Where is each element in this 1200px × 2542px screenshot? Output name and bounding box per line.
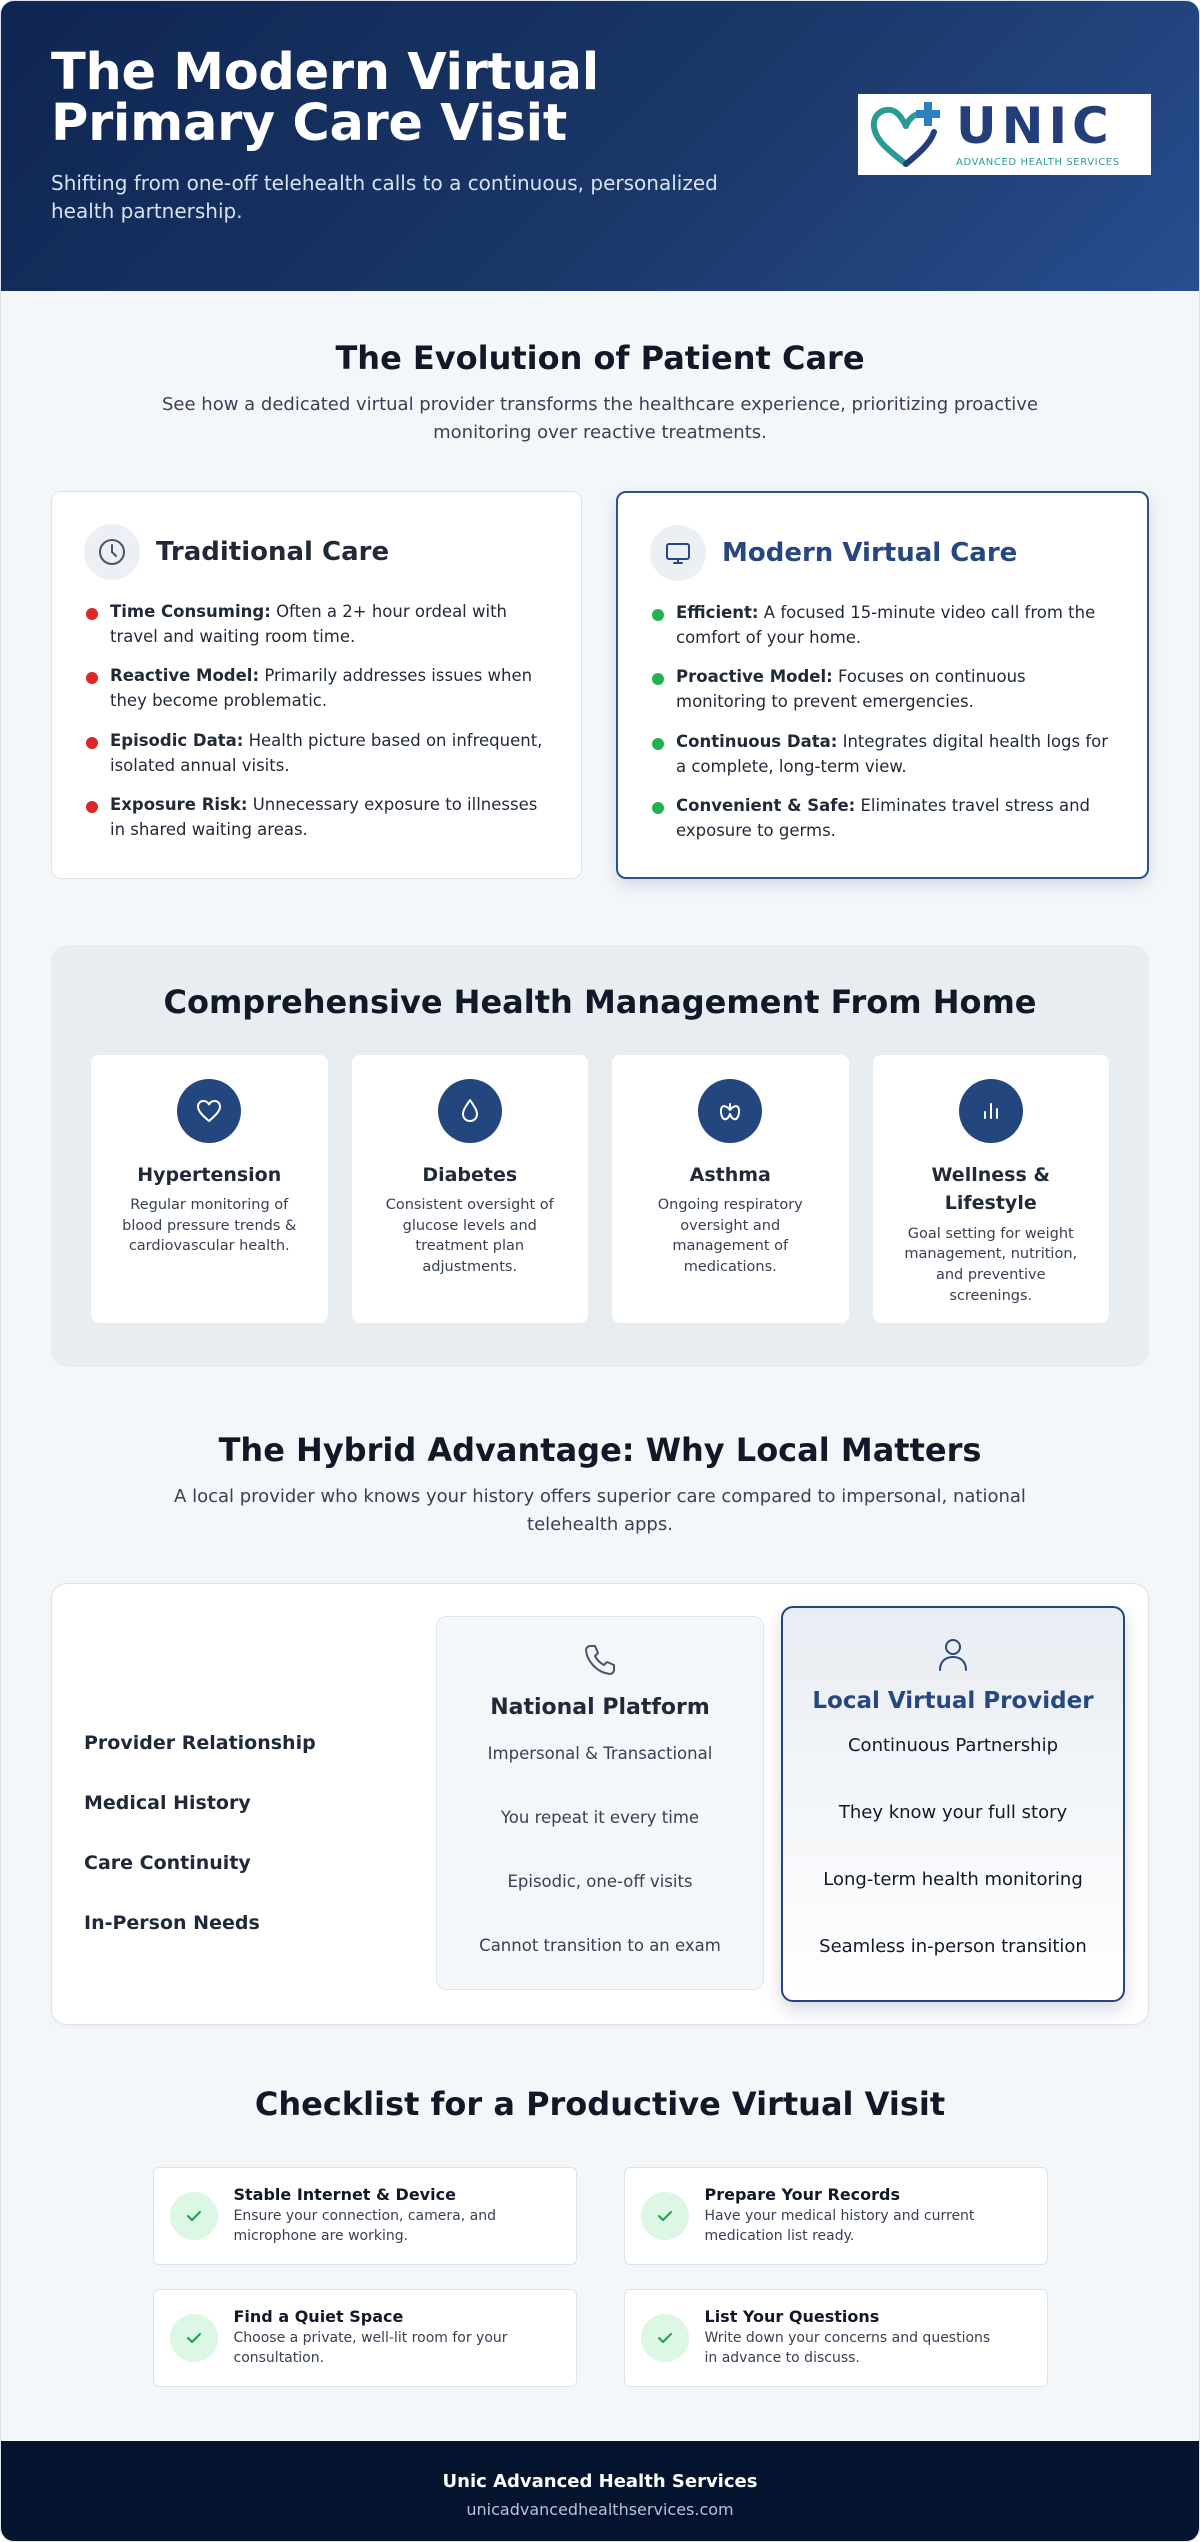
national-platform-title: National Platform (490, 1694, 710, 1720)
traditional-care-card (51, 491, 582, 879)
condition-title: Asthma (689, 1163, 771, 1186)
checklist-item-description: Write down your concerns and questions in advance to discuss. (704, 2329, 991, 2367)
checkmark-icon (170, 2192, 218, 2240)
footer-company-name: Unic Advanced Health Services (442, 2471, 758, 2492)
health-management-section (51, 945, 1149, 1367)
national-cell: You repeat it every time (500, 1807, 700, 1827)
condition-title: Hypertension (137, 1163, 282, 1186)
evolution-title: The Evolution of Patient Care (335, 339, 865, 377)
checklist-title: Checklist for a Productive Virtual Visit (254, 2084, 946, 2123)
heart-icon (177, 1079, 241, 1143)
droplet-icon (438, 1079, 502, 1143)
condition-card-diabetes (352, 1055, 589, 1323)
monitor-icon (650, 525, 706, 581)
local-provider-title: Local Virtual Provider (812, 1687, 1094, 1714)
checklist-item-description: Choose a private, well-lit room for your consultation. (233, 2329, 508, 2367)
checklist-item-title: Stable Internet & Device (233, 2184, 456, 2204)
traditional-item: Exposure Risk: Unnecessary exposure to illnesses in shared waiting areas. (84, 793, 549, 843)
traditional-care-title: Traditional Care (156, 536, 390, 567)
condition-description: Ongoing respiratory oversight and management of medications. (657, 1197, 803, 1276)
local-cell: Seamless in-person transition (819, 1935, 1087, 1957)
checklist-item (153, 2289, 577, 2387)
checkmark-icon (641, 2192, 689, 2240)
company-logo (858, 94, 1151, 175)
evolution-section (1, 291, 1199, 879)
checklist-item-title: List Your Questions (704, 2306, 880, 2326)
condition-card-asthma (612, 1055, 849, 1323)
condition-card-wellness (873, 1055, 1110, 1323)
bar-chart-icon (959, 1079, 1023, 1143)
page-subtitle: Shifting from one-off telehealth calls to a continuous, personalized health partnership. (51, 171, 718, 223)
national-cell: Impersonal & Transactional (487, 1743, 713, 1763)
checkmark-icon (170, 2314, 218, 2362)
checklist-section (1, 2025, 1199, 2387)
user-icon (933, 1659, 973, 1678)
modern-care-title: Modern Virtual Care (722, 537, 1018, 568)
checklist-item-description: Ensure your connection, camera, and microphone are working. (233, 2207, 496, 2245)
modern-item: Convenient & Safe: Eliminates travel stress and exposure to germs. (650, 794, 1115, 844)
condition-card-hypertension (91, 1055, 328, 1323)
checklist-item (624, 2167, 1048, 2265)
clock-icon (84, 524, 140, 580)
footer-website-link[interactable]: unicadvancedhealthservices.com (466, 2500, 734, 2519)
condition-description: Goal setting for weight management, nutrition, and preventive screenings. (904, 1225, 1078, 1304)
national-cell: Cannot transition to an exam (479, 1935, 721, 1955)
local-cell: Continuous Partnership (847, 1734, 1058, 1756)
row-label: Provider Relationship (84, 1731, 316, 1754)
row-label: In-Person Needs (84, 1911, 260, 1934)
condition-description: Consistent oversight of glucose levels and treatment plan adjustments. (385, 1197, 554, 1276)
phone-icon (580, 1664, 620, 1683)
traditional-item: Time Consuming: Often a 2+ hour ordeal with travel and waiting room time. (84, 600, 549, 650)
traditional-item: Reactive Model: Primarily addresses issues when they become problematic. (84, 664, 549, 714)
condition-description: Regular monitoring of blood pressure trends & cardiovascular health. (122, 1197, 297, 1255)
condition-title: Wellness & Lifestyle (931, 1163, 1050, 1215)
lungs-icon (698, 1079, 762, 1143)
row-label: Care Continuity (84, 1851, 251, 1874)
row-label: Medical History (84, 1791, 251, 1814)
checkmark-icon (641, 2314, 689, 2362)
modern-item: Continuous Data: Integrates digital health logs for a complete, long-term view. (650, 730, 1115, 780)
national-cell: Episodic, one-off visits (507, 1871, 693, 1891)
evolution-description: See how a dedicated virtual provider transforms the healthcare experience, prioritizing proactive monitoring over reactive treatments. (161, 394, 1038, 443)
local-cell: They know your full story (838, 1801, 1068, 1823)
checklist-item (153, 2167, 577, 2265)
local-cell: Long-term health monitoring (823, 1868, 1083, 1890)
logo-tagline: ADVANCED HEALTH SERVICES (956, 157, 1120, 168)
header (1, 1, 1199, 291)
hybrid-description: A local provider who knows your history offers superior care compared to impersonal, national telehealth apps. (174, 1485, 1026, 1535)
national-platform-column (436, 1616, 764, 1990)
footer (1, 2441, 1199, 2541)
heart-cross-logo-icon (868, 100, 946, 170)
checklist-item-title: Prepare Your Records (704, 2184, 901, 2204)
health-management-title: Comprehensive Health Management From Home (163, 982, 1037, 1021)
condition-title: Diabetes (422, 1163, 518, 1186)
modern-item: Proactive Model: Focuses on continuous monitoring to prevent emergencies. (650, 665, 1115, 715)
checklist-item-title: Find a Quiet Space (233, 2306, 404, 2326)
logo-name: UNIC (956, 97, 1114, 155)
checklist-item (624, 2289, 1048, 2387)
hybrid-advantage-section (1, 1367, 1199, 2025)
modern-virtual-care-card (616, 491, 1149, 879)
comparison-table (51, 1583, 1149, 2025)
local-provider-column (781, 1606, 1125, 2002)
hybrid-title: The Hybrid Advantage: Why Local Matters (218, 1430, 982, 1469)
traditional-item: Episodic Data: Health picture based on infrequent, isolated annual visits. (84, 729, 549, 779)
page-title: The Modern Virtual Primary Care Visit (51, 43, 599, 153)
modern-item: Efficient: A focused 15-minute video call from the comfort of your home. (650, 601, 1115, 651)
checklist-item-description: Have your medical history and current medication list ready. (704, 2207, 975, 2245)
